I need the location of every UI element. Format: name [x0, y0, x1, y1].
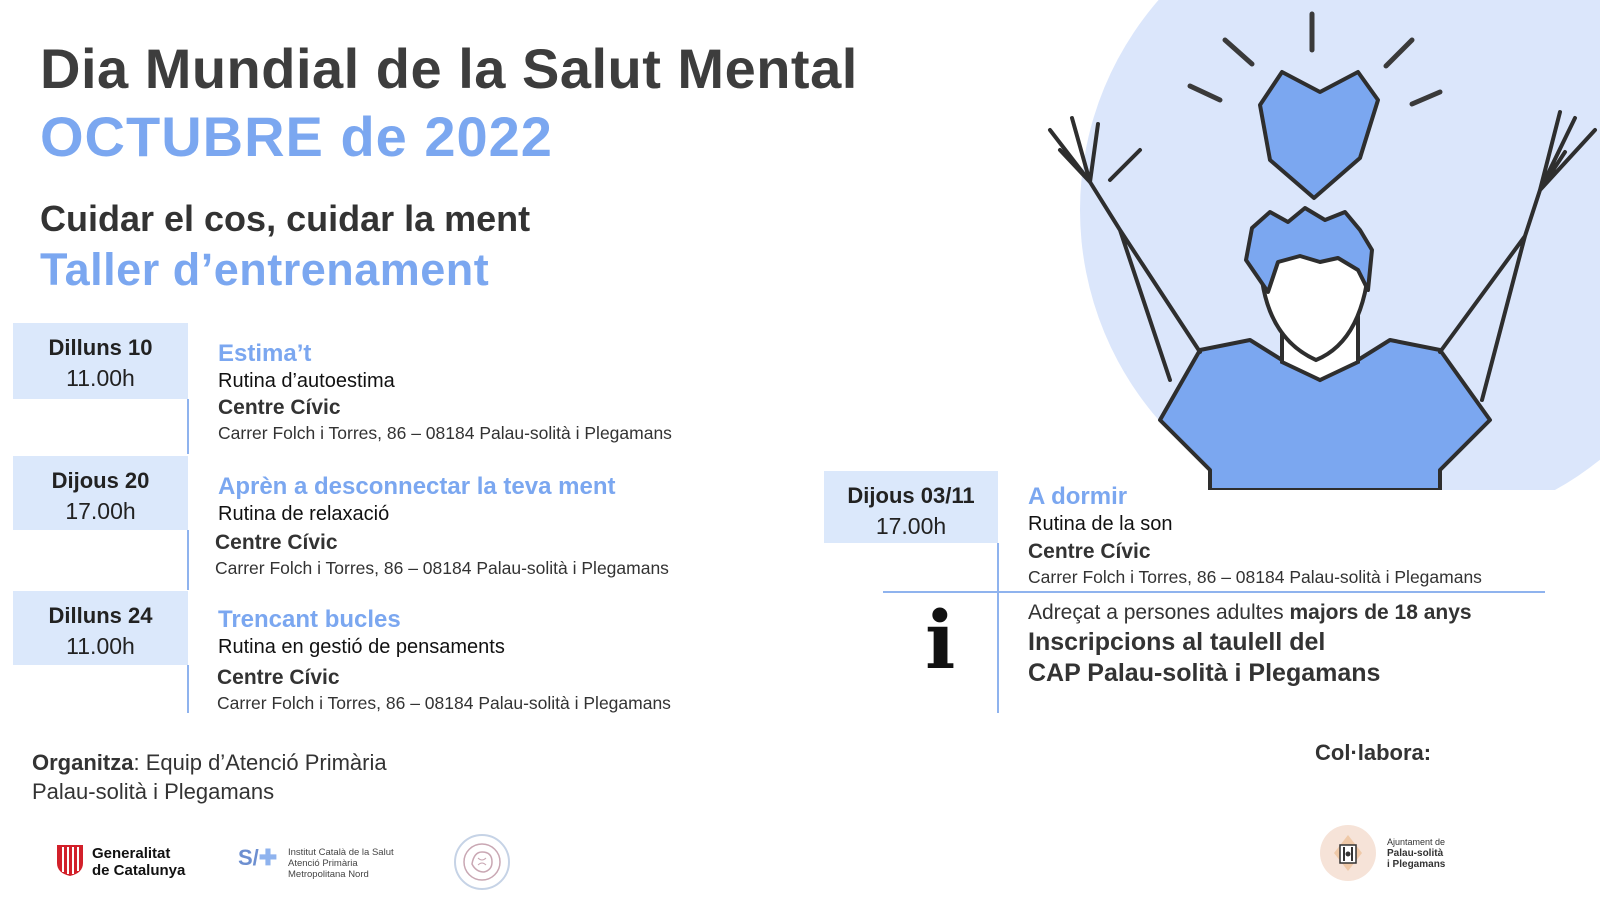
- event-place: Centre Cívic: [215, 531, 338, 554]
- event-day: Dilluns 10: [48, 335, 153, 360]
- generalitat-line2: de Catalunya: [92, 862, 186, 879]
- info-icon: i: [925, 593, 956, 687]
- page-subtitle-date: OCTUBRE de 2022: [40, 105, 553, 168]
- event-day: Dilluns 24: [48, 603, 153, 628]
- generalitat-line1: Generalitat: [92, 845, 171, 862]
- event-title: A dormir: [1028, 483, 1128, 510]
- event-title: Trencant bucles: [218, 606, 401, 633]
- ajuntament-line1: Ajuntament de: [1387, 837, 1446, 847]
- timeline-divider: [187, 399, 189, 454]
- ics-mark: S/: [238, 845, 259, 870]
- ics-logo-icon: S/✚: [238, 845, 278, 870]
- info-audience-bold: majors de 18 anys: [1289, 601, 1472, 624]
- event-time: 11.00h: [66, 365, 135, 391]
- event-day: Dijous 20: [51, 468, 150, 493]
- event-subtitle: Rutina de la son: [1028, 513, 1173, 535]
- generalitat-logo-text: [92, 845, 185, 879]
- event-title: Estima’t: [218, 340, 312, 367]
- event-date-box: [13, 591, 188, 665]
- event-address: Carrer Folch i Torres, 86 – 08184 Palau-solità i Plegamans: [217, 693, 671, 713]
- ajuntament-line2: Palau-solità: [1387, 848, 1444, 859]
- event-time: 17.00h: [875, 513, 947, 539]
- mental-health-seal-icon: [452, 832, 512, 892]
- ics-line1: Institut Català de la Salut: [288, 847, 394, 858]
- event-date-box: [13, 323, 188, 399]
- info-registration-line1: Inscripcions al taulell del: [1028, 628, 1326, 656]
- event-date-box: [13, 456, 188, 530]
- ics-line3: Metropolitana Nord: [288, 869, 369, 880]
- timeline-divider: [187, 530, 189, 590]
- timeline-divider: [997, 543, 999, 713]
- generalitat-logo-icon: [55, 843, 85, 877]
- event-address: Carrer Folch i Torres, 86 – 08184 Palau-solità i Plegamans: [215, 558, 669, 578]
- organizer-location: Palau-solità i Plegamans: [32, 779, 275, 804]
- event-subtitle: Rutina d’autoestima: [218, 370, 395, 392]
- info-divider: [883, 591, 1545, 593]
- person-heart-illustration: [1020, 0, 1600, 490]
- timeline-divider: [187, 665, 189, 713]
- organizer-name: : Equip d’Atenció Primària: [133, 750, 387, 775]
- event-place: Centre Cívic: [218, 396, 341, 419]
- ics-logo-text: [288, 847, 394, 880]
- event-place: Centre Cívic: [1028, 540, 1151, 563]
- event-subtitle: Rutina en gestió de pensaments: [218, 636, 505, 658]
- event-day: Dijous 03/11: [847, 483, 975, 508]
- event-time: 17.00h: [65, 498, 136, 524]
- info-audience: [1028, 601, 1472, 625]
- event-time: 11.00h: [66, 633, 135, 659]
- ajuntament-logo-icon: [1318, 823, 1378, 883]
- event-address: Carrer Folch i Torres, 86 – 08184 Palau-solità i Plegamans: [1028, 567, 1482, 587]
- ajuntament-line3: i Plegamans: [1387, 859, 1446, 870]
- event-subtitle: Rutina de relaxació: [218, 503, 390, 525]
- collaborator-label: Col·labora:: [1315, 740, 1432, 765]
- ajuntament-logo-text: [1387, 837, 1445, 870]
- event-title: Aprèn a desconnectar la teva ment: [218, 473, 616, 500]
- organizer-text: [32, 748, 387, 806]
- workshop-heading: Taller d’entrenament: [40, 244, 490, 295]
- event-date-box: [824, 471, 998, 543]
- ics-line2: Atenció Primària: [288, 858, 358, 869]
- event-address: Carrer Folch i Torres, 86 – 08184 Palau-solità i Plegamans: [218, 423, 672, 443]
- info-audience-prefix: Adreçat a persones adultes: [1028, 601, 1290, 624]
- info-registration-line2: CAP Palau-solità i Plegamans: [1028, 659, 1381, 687]
- tagline: Cuidar el cos, cuidar la ment: [40, 198, 531, 239]
- page-title: Dia Mundial de la Salut Mental: [40, 37, 858, 100]
- organizer-label: Organitza: [32, 750, 134, 775]
- event-place: Centre Cívic: [217, 666, 340, 689]
